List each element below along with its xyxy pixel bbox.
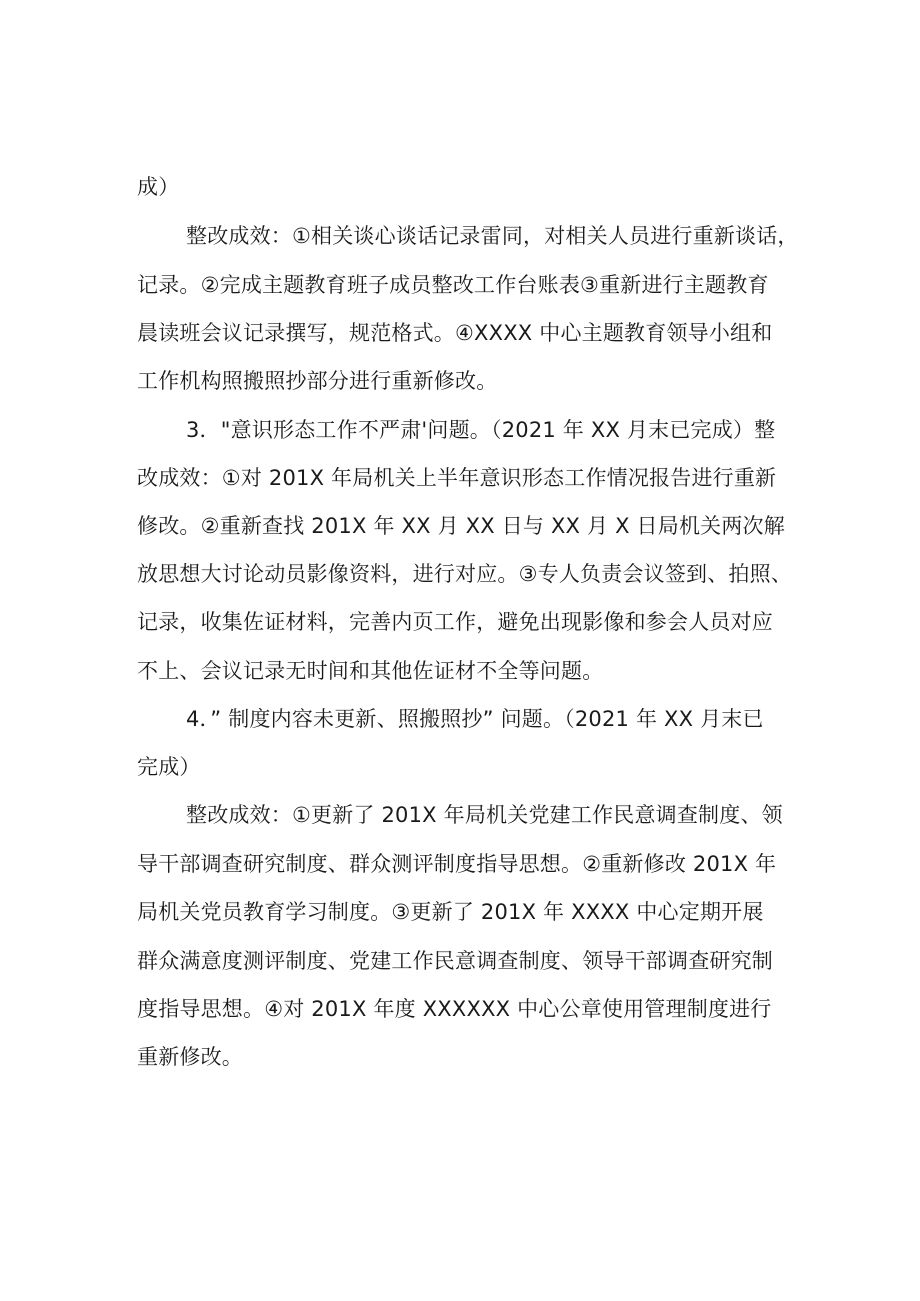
text-line: 记录，收集佐证材料，完善内页工作，避免出现影像和参会人员对应 [137,610,773,634]
text-line: 不上、会议记录无时间和其他佐证材不全等问题。 [137,659,604,683]
text-line: 4．” 制度内容未更新、照搬照抄” 问题。（2021 年 XX 月末已 [186,707,764,731]
text-line: 整改成效：①相关谈心谈话记录雷同，对相关人员进行重新谈话， [186,224,799,248]
text-line: 导干部调查研究制度、群众测评制度指导思想。②重新修改 201X 年 [137,852,777,876]
text-line: 重新修改。 [137,1045,243,1069]
text-line: 晨读班会议记录撰写，规范格式。④XXXX 中心主题教育领导小组和 [137,321,773,345]
text-line: 修改。②重新查找 201X 年 XX 月 XX 日与 XX 月 X 日局机关两次解 [137,514,785,538]
text-line: 群众满意度测评制度、党建工作民意调查制度、领导干部调查研究制 [137,949,773,973]
text-line: 成） [137,175,180,199]
text-line: 整改成效：①更新了 201X 年局机关党建工作民意调查制度、领 [186,803,783,827]
text-line: 局机关党员教育学习制度。③更新了 201X 年 XXXX 中心定期开展 [137,900,764,924]
text-line: 改成效：①对 201X 年局机关上半年意识形态工作情况报告进行重新 [137,466,777,490]
text-line: 记录。②完成主题教育班子成员整改工作台账表③重新进行主题教育 [137,273,769,297]
text-line: 放思想大讨论动员影像资料，进行对应。③专人负责会议签到、拍照、 [137,562,793,586]
text-line: 完成） [137,755,201,779]
text-line: 3．"意识形态工作不严肃'问题。（2021 年 XX 月末已完成）整 [186,418,776,442]
text-line: 度指导思想。④对 201X 年度 XXXXXX 中心公章使用管理制度进行 [137,997,772,1021]
text-line: 工作机构照搬照抄部分进行重新修改。 [137,369,498,393]
